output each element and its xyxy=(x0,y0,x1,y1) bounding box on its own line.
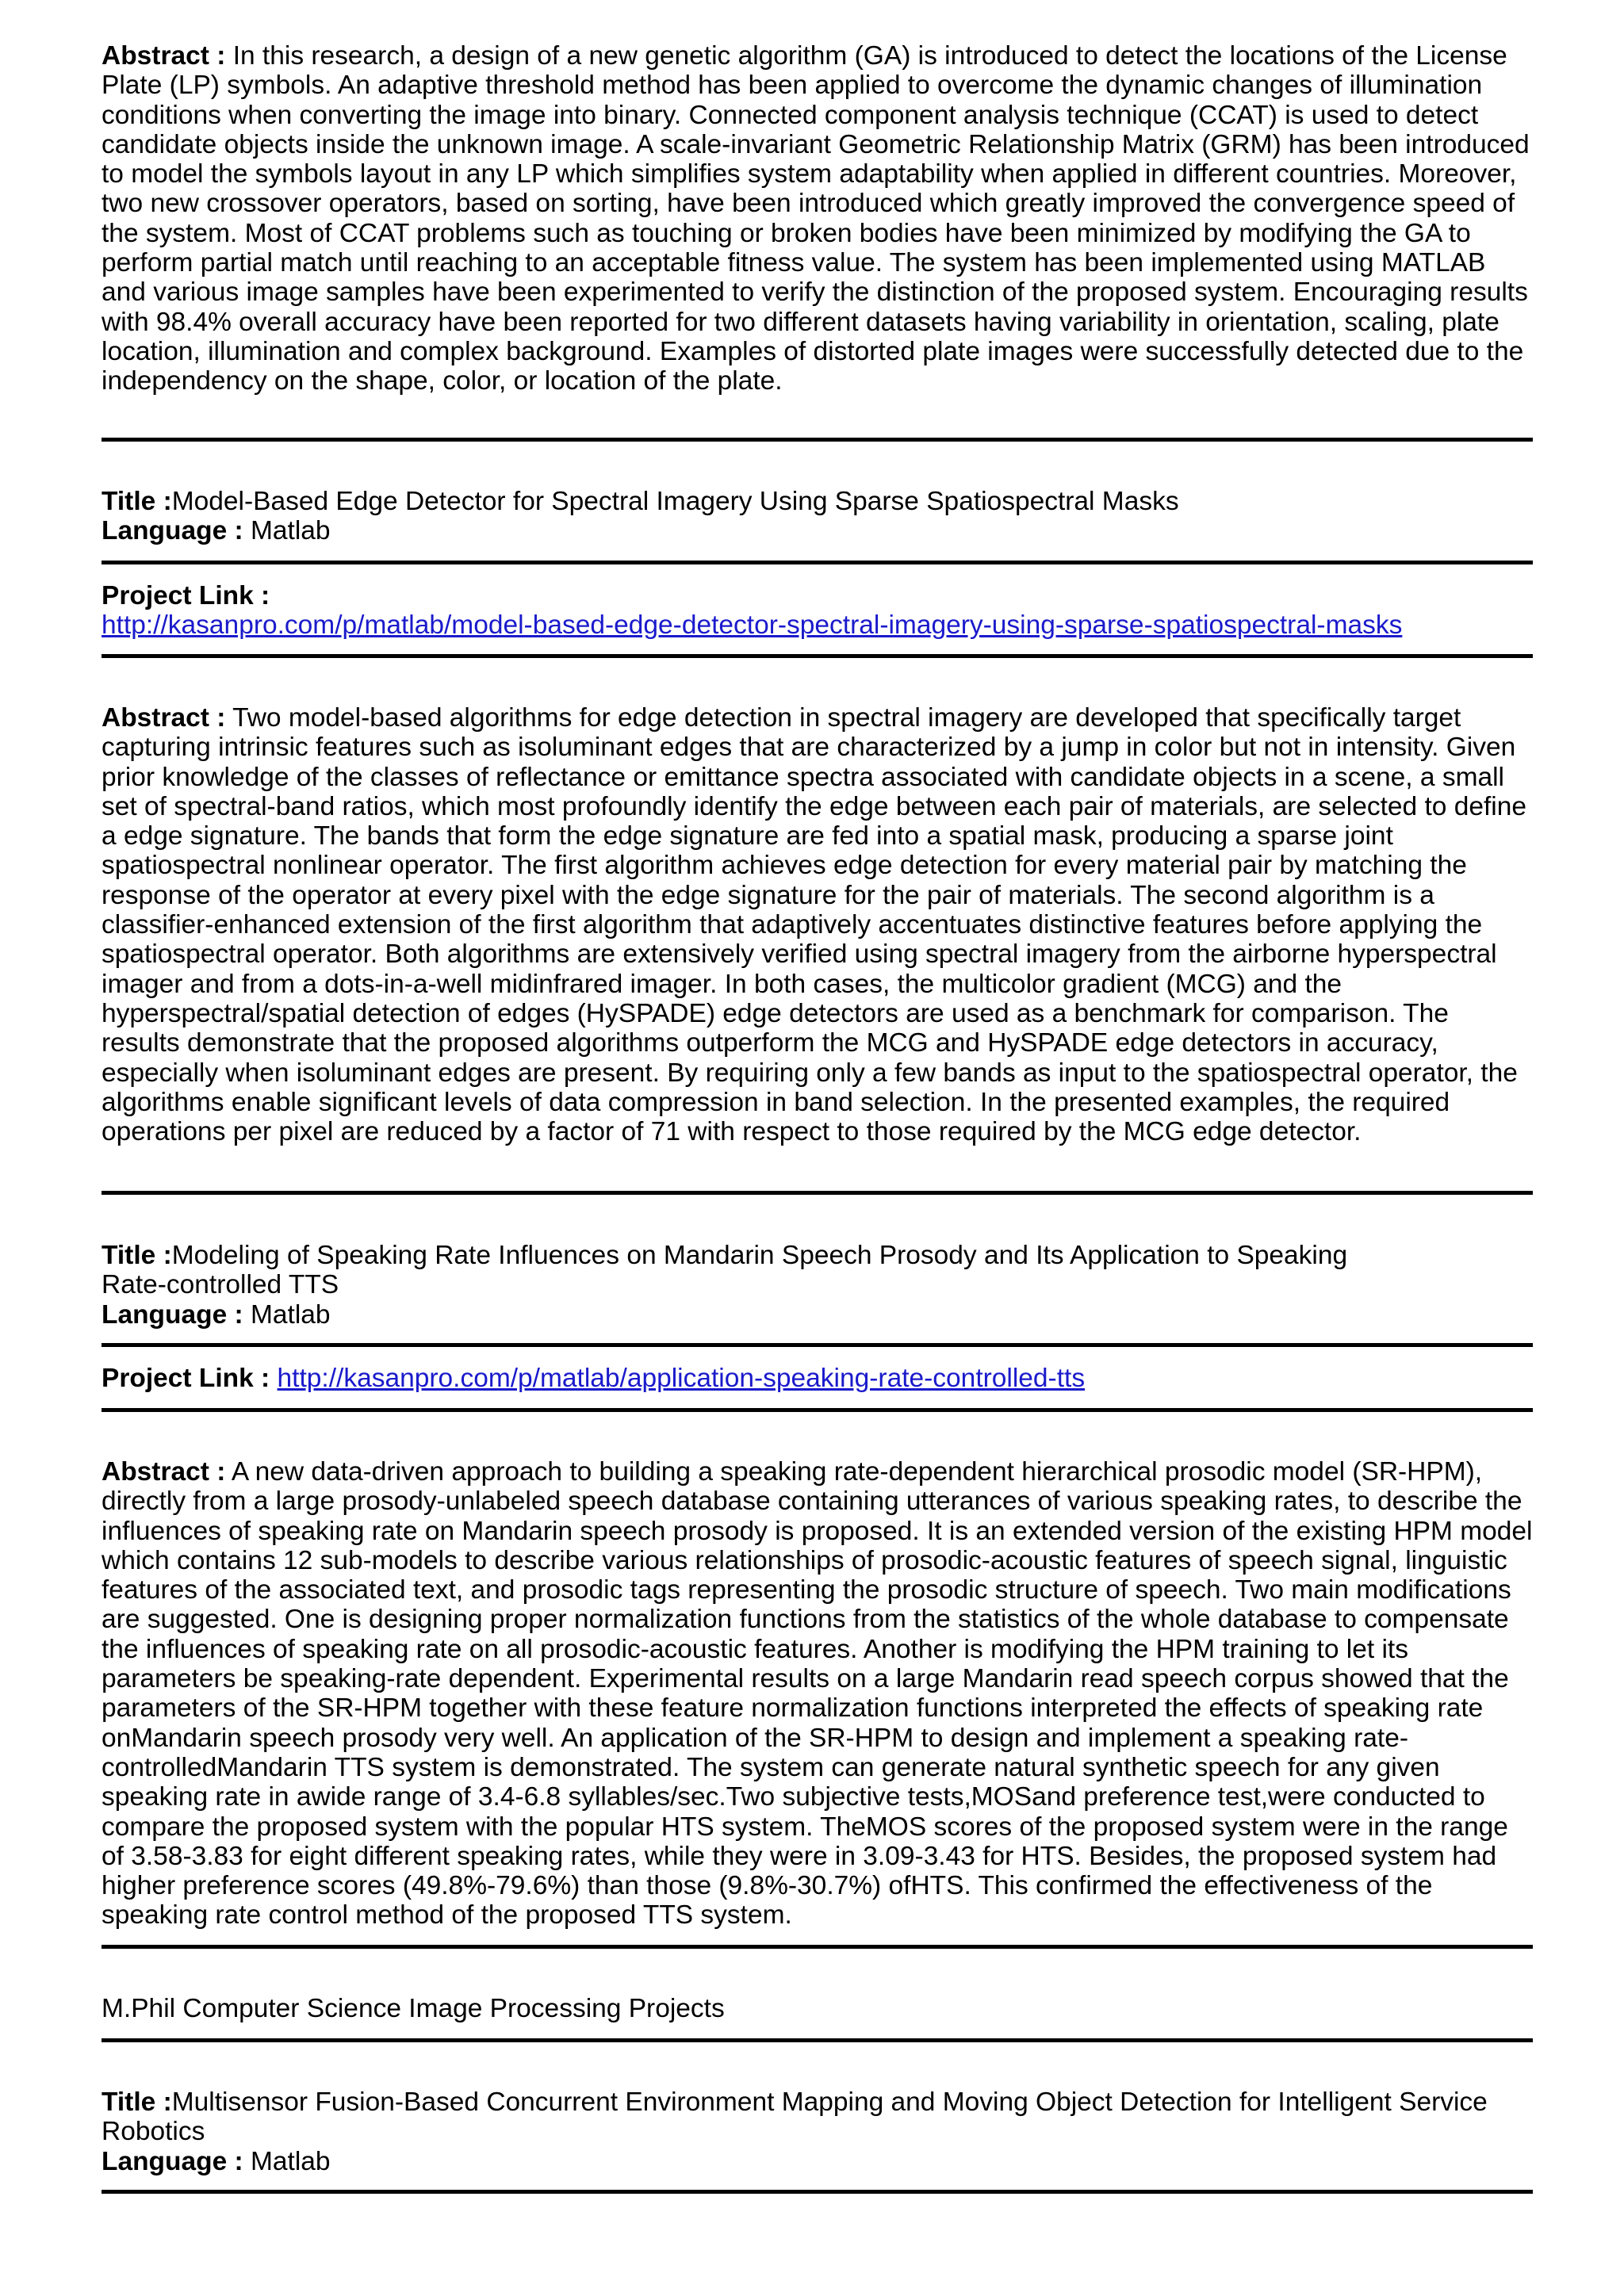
project-link-label: Project Link : xyxy=(102,581,270,610)
abstract-text: Two model-based algorithms for edge detection in spectral imagery are developed that specifically target capturing intrinsic features such as isoluminant edges that are characterized by a jump in color but not in intensity. Given prior knowledge of the classes of reflectance or emittance spectra associated with candidate objects in a scene, a small set of spectral-band ratios, which most profoundly identify the edge between each pair of materials, are selected to define a edge signature. The bands that form the edge signature are fed into a spatial mask, producing a sparse joint spatiospectral nonlinear operator. The first algorithm achieves edge detection for every material pair by matching the response of the operator at every pixel with the edge signature for the pair of materials. The second algorithm is a classifier-enhanced extension of the first algorithm that adaptively accentuates distinctive features before applying the spatiospectral operator. Both algorithms are extensively verified using spectral imagery from the airborne hyperspectral imager and from a dots-in-a-well midinfrared imager. In both cases, the multicolor gradient (MCG) and the hyperspectral/spatial detection of edges (HySPADE) edge detectors are used as a benchmark for comparison. The results demonstrate that the proposed algorithms outperform the MCG and HySPADE edge detectors in accuracy, especially when isoluminant edges are present. By requiring only a few bands as input to the spatiospectral operator, the algorithms enable significant levels of data compression in band selection. In the presented examples, the required operations per pixel are reduced by a factor of 71 with respect to those required by the MCG edge detector. xyxy=(102,703,1526,1147)
title-line xyxy=(102,1241,1533,1300)
abstract-text: In this research, a design of a new genetic algorithm (GA) is introduced to detect the locations of the License Plate (LP) symbols. An adaptive threshold method has been applied to overcome the dynamic changes of illumination conditions when converting the image into binary. Connected component analysis technique (CCAT) is used to detect candidate objects inside the unknown image. A scale-invariant Geometric Relationship Matrix (GRM) has been introduced to model the symbols layout in any LP which simplifies system adaptability when applied in different countries. Moreover, two new crossover operators, based on sorting, have been introduced which greatly improved the convergence speed of the system. Most of CCAT problems such as touching or broken bodies have been minimized by modifying the GA to perform partial match until reaching to an acceptable fitness value. The system has been implemented using MATLAB and various image samples have been experimented to verify the distinction of the proposed system. Encouraging results with 98.4% overall accuracy have been reported for two different datasets having variability in orientation, scaling, plate location, illumination and complex background. Examples of distorted plate images were successfully detected due to the independency on the shape, color, or location of the plate. xyxy=(102,41,1530,396)
divider xyxy=(102,561,1533,564)
project-link-line xyxy=(102,610,1533,640)
project-title: Multisensor Fusion-Based Concurrent Environment Mapping and Moving Object Detection for Intelligent Service Robotics xyxy=(102,2087,1488,2147)
project-header xyxy=(102,2087,1533,2176)
language-label: Language : xyxy=(102,1299,243,1330)
abstract-block xyxy=(102,1457,1533,1931)
project-link-label: Project Link : xyxy=(102,1364,270,1393)
abstract-paragraph xyxy=(102,1457,1533,1931)
title-line xyxy=(102,487,1533,516)
project-title: Model-Based Edge Detector for Spectral Imagery Using Sparse Spatiospectral Masks xyxy=(171,487,1179,516)
divider xyxy=(102,2038,1533,2042)
project-link-block xyxy=(102,581,1533,641)
abstract-label: Abstract : xyxy=(102,41,226,71)
divider xyxy=(102,1408,1533,1412)
section-heading-block xyxy=(102,1994,1533,2023)
divider xyxy=(102,1343,1533,1347)
title-label: Title : xyxy=(102,1241,172,1270)
abstract-text: A new data-driven approach to building a speaking rate-dependent hierarchical prosodic model (SR-HPM), directly from a large prosody-unlabeled speech database containing utterances of various speaking rates, to describe the influences of speaking rate on Mandarin speech prosody is proposed. It is an extended version of the existing HPM model which contains 12 sub-models to describe various relationships of prosodic-acoustic features of speech signal, linguistic features of the associated text, and prosodic tags representing the prosodic structure of speech. Two main modifications are suggested. One is designing proper normalization functions from the statistics of the whole database to compensate the influences of speaking rate on all prosodic-acoustic features. Another is modifying the HPM training to let its parameters be speaking-rate dependent. Experimental results on a large Mandarin read speech corpus showed that the parameters of the SR-HPM together with these feature normalization functions interpreted the effects of speaking rate onMandarin speech prosody very well. An application of the SR-HPM to design and implement a speaking rate-controlledMandarin TTS system is demonstrated. The system can generate natural synthetic speech for any given speaking rate in awide range of 3.4-6.8 syllables/sec.Two subjective tests,MOSand preference test,were conducted to compare the proposed system with the popular HTS system. TheMOS scores of the proposed system were in the range of 3.58-3.83 for eight different speaking rates, while they were in 3.09-3.43 for HTS. Besides, the proposed system had higher preference scores (49.8%-79.6%) than those (9.8%-30.7%) ofHTS. This confirmed the effectiveness of the speaking rate control method of the proposed TTS system. xyxy=(102,1457,1533,1931)
abstract-label: Abstract : xyxy=(102,703,226,733)
language-line xyxy=(102,2147,1533,2176)
language-line xyxy=(102,516,1533,545)
project-link-line xyxy=(102,1364,1533,1393)
project-language: Matlab xyxy=(251,1299,331,1330)
title-label: Title : xyxy=(102,2087,172,2117)
section-heading: M.Phil Computer Science Image Processing Projects xyxy=(102,1994,725,2023)
project-language: Matlab xyxy=(251,2146,331,2176)
language-line xyxy=(102,1300,1533,1330)
project-header xyxy=(102,487,1533,546)
divider xyxy=(102,1191,1533,1195)
divider xyxy=(102,1945,1533,1949)
abstract-label: Abstract : xyxy=(102,1457,226,1487)
project-title: Modeling of Speaking Rate Influences on Mandarin Speech Prosody and Its Application to Speaking Rate-controlled TTS xyxy=(102,1241,1348,1300)
project-header xyxy=(102,1241,1533,1330)
project-link[interactable]: http://kasanpro.com/p/matlab/model-based-edge-detector-spectral-imagery-using-sparse-spatiospectral-masks xyxy=(102,610,1403,641)
abstract-block xyxy=(102,703,1533,1146)
divider xyxy=(102,438,1533,442)
abstract-paragraph xyxy=(102,703,1533,1146)
title-line xyxy=(102,2087,1533,2147)
project-language: Matlab xyxy=(251,516,331,546)
divider xyxy=(102,2190,1533,2194)
abstract-paragraph xyxy=(102,41,1533,396)
language-label: Language : xyxy=(102,516,243,546)
divider xyxy=(102,654,1533,658)
project-link[interactable]: http://kasanpro.com/p/matlab/application-speaking-rate-controlled-tts xyxy=(277,1364,1086,1393)
abstract-block xyxy=(102,41,1533,396)
project-link-label-line xyxy=(102,581,1533,610)
language-label: Language : xyxy=(102,2146,243,2176)
title-label: Title : xyxy=(102,487,172,516)
project-link-block xyxy=(102,1364,1533,1393)
